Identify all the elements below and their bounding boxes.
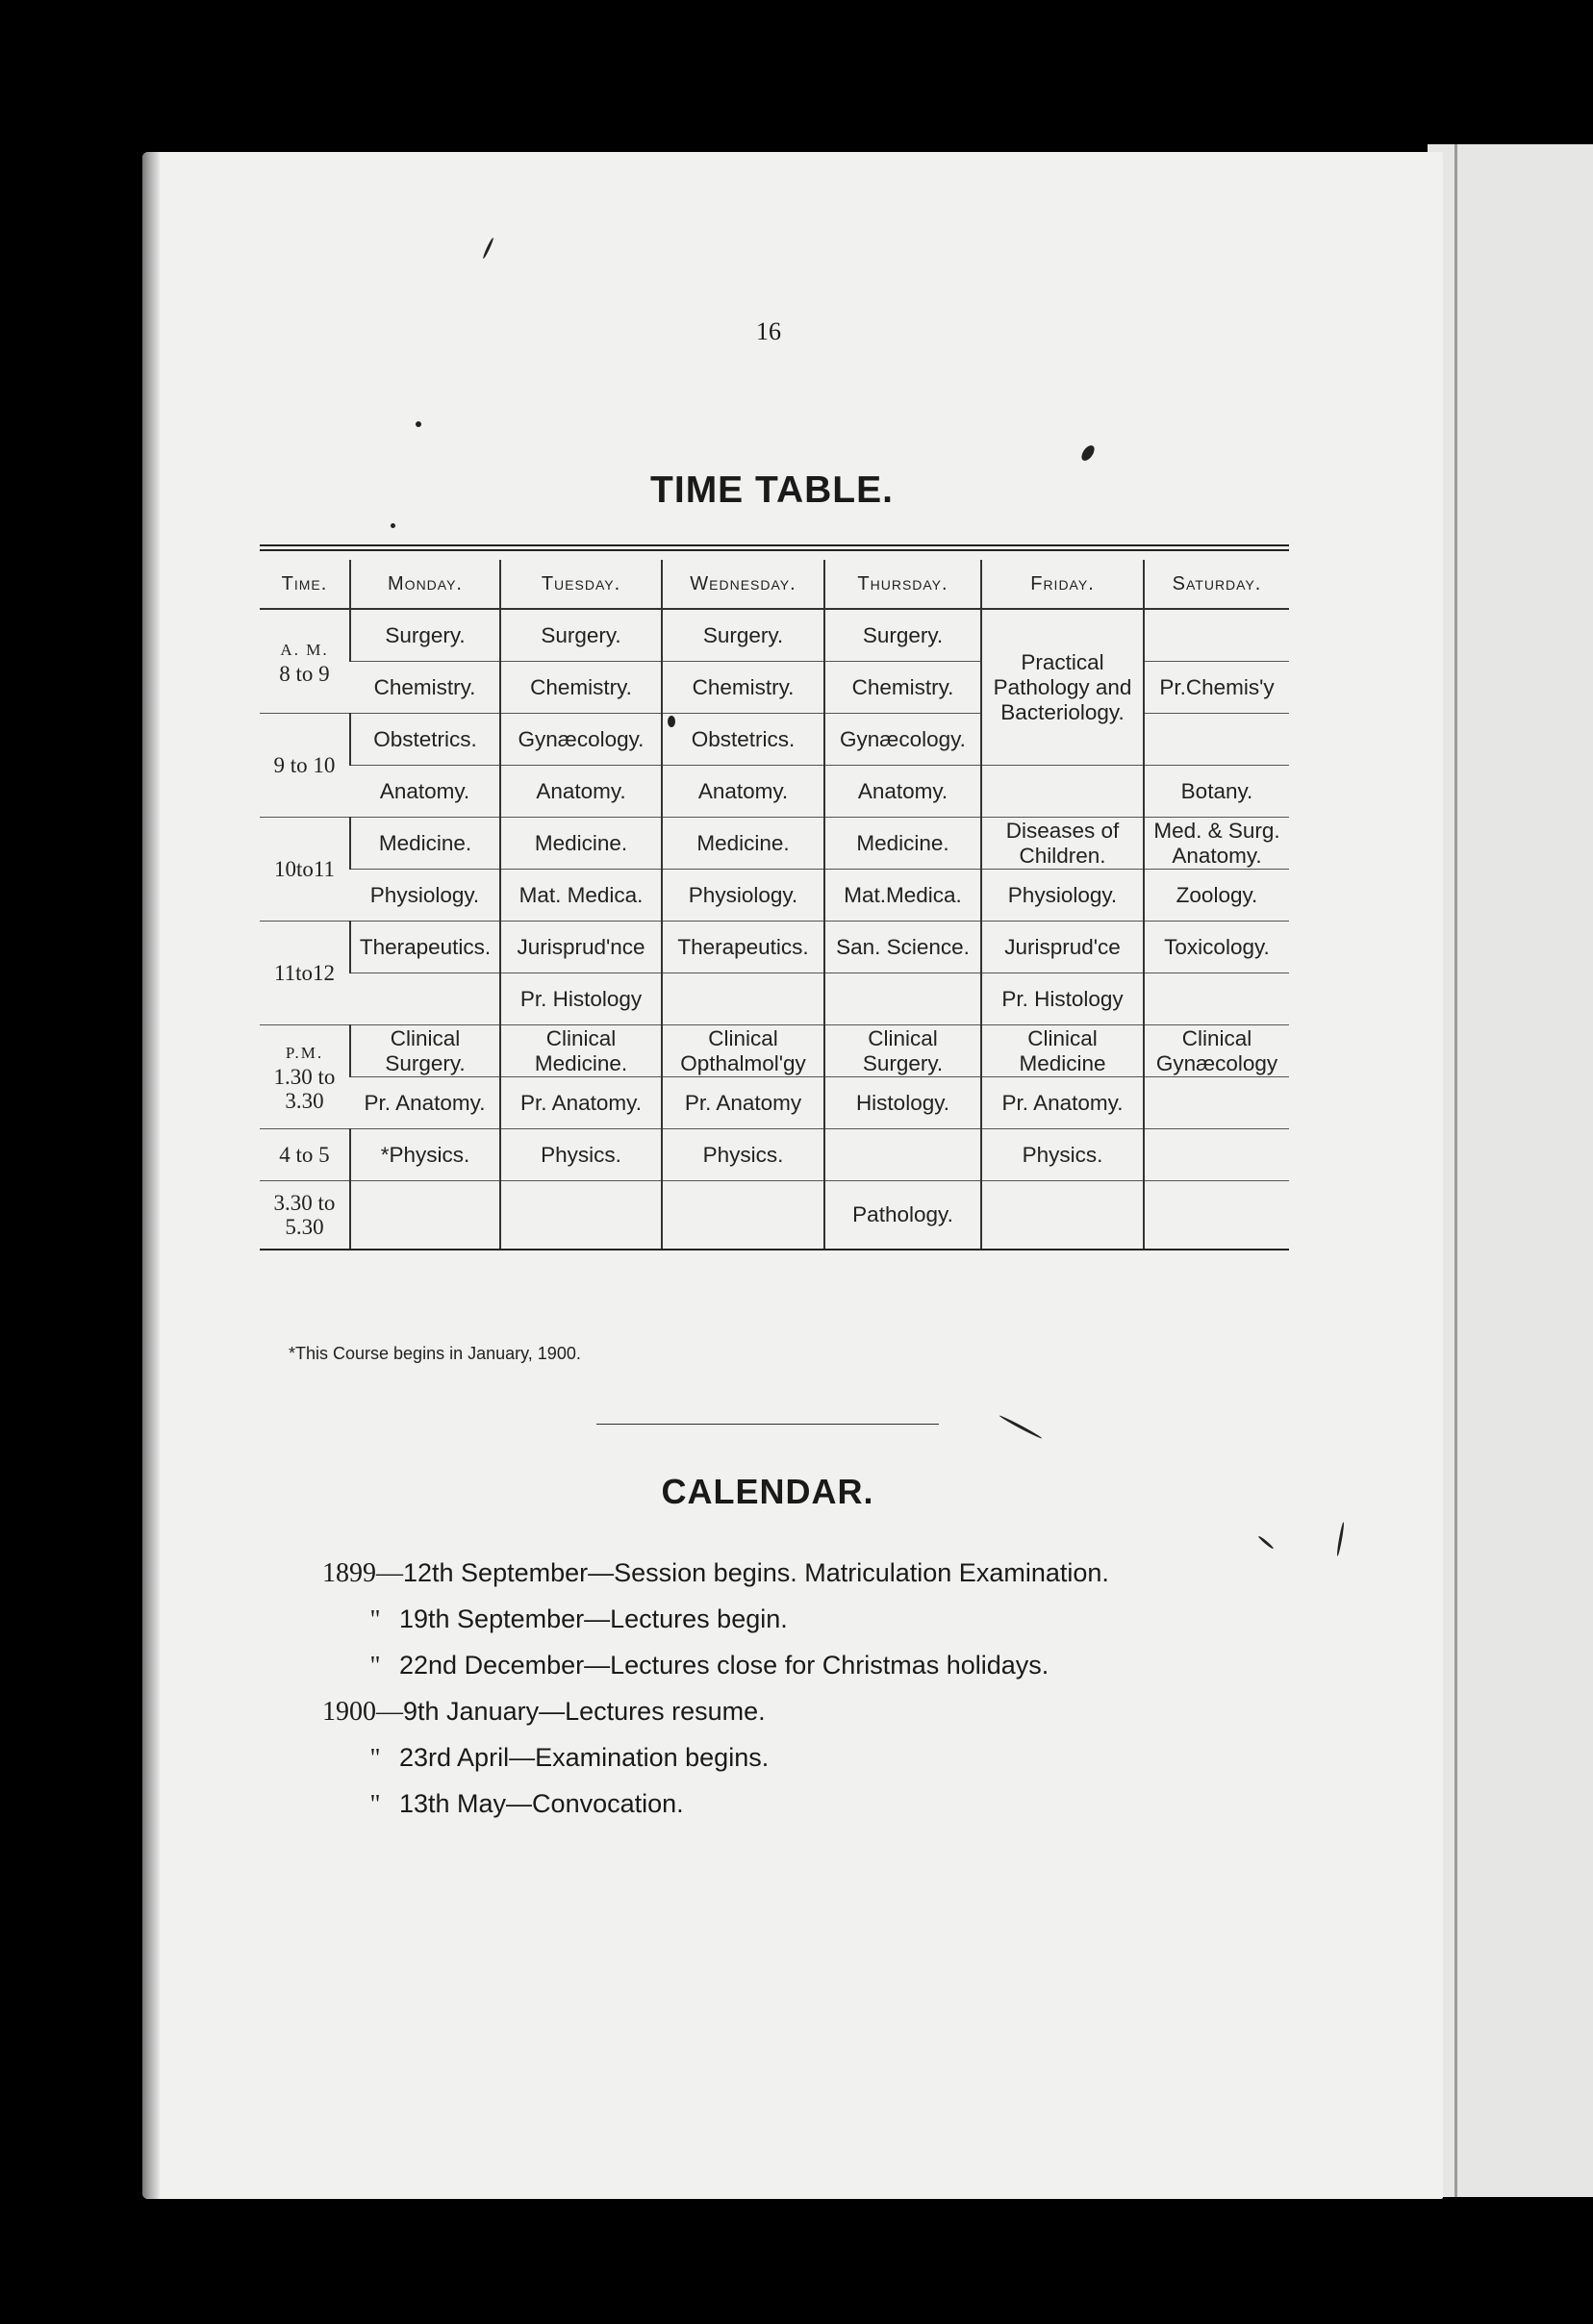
table-cell: Anatomy.: [500, 766, 662, 818]
calendar-entry-text: 22nd December—Lectures close for Christmas holidays.: [399, 1651, 1049, 1680]
table-cell: San. Science.: [824, 922, 981, 973]
table-cell: Practical Pathology and Bacteriology.: [981, 609, 1144, 766]
table-cell: Pr. Anatomy.: [981, 1077, 1144, 1129]
am-label: A. M.: [280, 640, 329, 659]
table-cell: Medicine.: [350, 818, 500, 870]
table-cell: [662, 973, 824, 1025]
calendar-entry: [322, 1743, 1284, 1789]
table-cell: Surgery.: [500, 609, 662, 662]
table-cell: Medicine.: [662, 818, 824, 870]
table-row: [260, 766, 1289, 818]
calendar-entry-prefix: ": [369, 1789, 381, 1818]
table-cell: [1144, 1129, 1289, 1181]
table-cell: Clinical Gynæcology: [1144, 1025, 1289, 1077]
table-cell: [1144, 973, 1289, 1025]
timetable-top-rule: [260, 544, 1289, 551]
table-cell: Gynæcology.: [500, 714, 662, 766]
table-cell: Medicine.: [500, 818, 662, 870]
calendar-entry: [322, 1604, 1284, 1651]
table-cell: Jurisprud'ce: [981, 922, 1144, 973]
table-cell: [1144, 1077, 1289, 1129]
calendar-entry-prefix: ": [369, 1604, 381, 1633]
table-cell: [1144, 609, 1289, 662]
table-row: [260, 922, 1289, 973]
table-cell: Med. & Surg. Anatomy.: [1144, 818, 1289, 870]
table-cell: Pr. Anatomy.: [500, 1077, 662, 1129]
time-cell-8-9: [260, 609, 350, 714]
time-cell-10-11: 10to11: [260, 818, 350, 922]
table-cell: [350, 973, 500, 1025]
calendar-entry: [322, 1789, 1284, 1835]
table-cell: Physics.: [500, 1129, 662, 1181]
calendar-entry-text: 23rd April—Examination begins.: [399, 1743, 770, 1772]
table-cell: Physiology.: [981, 870, 1144, 922]
table-cell: Anatomy.: [350, 766, 500, 818]
table-cell: Botany.: [1144, 766, 1289, 818]
table-row: [260, 1025, 1289, 1077]
table-cell: [500, 1181, 662, 1250]
table-cell: Toxicology.: [1144, 922, 1289, 973]
header-time: Time.: [260, 560, 350, 609]
timetable: [260, 560, 1289, 1250]
table-cell: Anatomy.: [824, 766, 981, 818]
time-cell-4-5: 4 to 5: [260, 1129, 350, 1181]
table-cell: Mat.Medica.: [824, 870, 981, 922]
table-cell: Histology.: [824, 1077, 981, 1129]
timetable-title: TIME TABLE.: [650, 469, 894, 511]
time-label: 8 to 9: [279, 661, 330, 686]
page-number: 16: [756, 317, 781, 345]
table-cell: Clinical Surgery.: [824, 1025, 981, 1077]
scan-speck: [668, 716, 675, 727]
section-divider: [596, 1424, 939, 1425]
table-cell: Physiology.: [350, 870, 500, 922]
table-cell: Surgery.: [824, 609, 981, 662]
table-cell: Physics.: [981, 1129, 1144, 1181]
table-cell: Gynæcology.: [824, 714, 981, 766]
facing-page: [1428, 144, 1593, 2197]
table-cell: [981, 766, 1144, 818]
calendar-entry: [322, 1697, 1284, 1743]
calendar-entry: [322, 1651, 1284, 1697]
time-cell-9-10: 9 to 10: [260, 714, 350, 818]
calendar-entry-text: 12th September—Session begins. Matriculation Examination.: [403, 1558, 1109, 1587]
scan-speck: [391, 523, 395, 528]
table-cell: Zoology.: [1144, 870, 1289, 922]
table-cell: [1144, 1181, 1289, 1250]
table-cell: [824, 973, 981, 1025]
table-cell: Medicine.: [824, 818, 981, 870]
table-cell: Jurisprud'nce: [500, 922, 662, 973]
calendar-entry-prefix: 1899—: [322, 1558, 403, 1588]
table-cell: Therapeutics.: [350, 922, 500, 973]
spine-shadow: [142, 152, 160, 2199]
table-cell: Pathology.: [824, 1181, 981, 1250]
calendar-entry-text: 9th January—Lectures resume.: [403, 1697, 766, 1726]
table-cell: Clinical Medicine: [981, 1025, 1144, 1077]
time-cell-11-12: 11to12: [260, 922, 350, 1025]
table-cell: Obstetrics.: [350, 714, 500, 766]
calendar-entry-prefix: ": [369, 1743, 381, 1772]
table-cell: Physics.: [662, 1129, 824, 1181]
table-cell: Physiology.: [662, 870, 824, 922]
table-row: [260, 1077, 1289, 1129]
table-row: [260, 870, 1289, 922]
table-row: [260, 609, 1289, 662]
header-wednesday: Wednesday.: [662, 560, 824, 609]
header-saturday: Saturday.: [1144, 560, 1289, 609]
table-cell: Pr. Histology: [981, 973, 1144, 1025]
time-cell-130-330: [260, 1025, 350, 1129]
table-cell: *Physics.: [350, 1129, 500, 1181]
timetable-footnote: *This Course begins in January, 1900.: [289, 1344, 581, 1363]
table-cell: [824, 1129, 981, 1181]
table-cell: Clinical Surgery.: [350, 1025, 500, 1077]
timetable-header-row: [260, 560, 1289, 609]
table-cell: Chemistry.: [350, 662, 500, 714]
scan-speck: [416, 421, 421, 427]
facing-page-edge: [1454, 144, 1457, 2197]
header-tuesday: Tuesday.: [500, 560, 662, 609]
pm-label: P.M.: [285, 1044, 324, 1062]
table-cell: Surgery.: [350, 609, 500, 662]
table-cell: Surgery.: [662, 609, 824, 662]
header-monday: Monday.: [350, 560, 500, 609]
table-cell: Obstetrics.: [662, 714, 824, 766]
table-cell: Pr. Anatomy: [662, 1077, 824, 1129]
calendar-entry: [322, 1558, 1284, 1604]
table-row: [260, 1181, 1289, 1250]
table-row: [260, 973, 1289, 1025]
calendar-entry-prefix: ": [369, 1651, 381, 1680]
table-cell: Therapeutics.: [662, 922, 824, 973]
table-cell: Pr. Histology: [500, 973, 662, 1025]
calendar-list: [322, 1558, 1284, 1835]
table-cell: Clinical Medicine.: [500, 1025, 662, 1077]
calendar-entry-text: 19th September—Lectures begin.: [399, 1604, 788, 1633]
table-row: [260, 818, 1289, 870]
table-cell: Pr.Chemis'y: [1144, 662, 1289, 714]
table-cell: [1144, 714, 1289, 766]
header-thursday: Thursday.: [824, 560, 981, 609]
table-cell: Chemistry.: [662, 662, 824, 714]
table-cell: Mat. Medica.: [500, 870, 662, 922]
header-friday: Friday.: [981, 560, 1144, 609]
table-cell: [981, 1181, 1144, 1250]
calendar-entry-prefix: 1900—: [322, 1697, 403, 1727]
time-cell-330-530: 3.30 to 5.30: [260, 1181, 350, 1250]
table-cell: Pr. Anatomy.: [350, 1077, 500, 1129]
time-label: 1.30 to 3.30: [273, 1065, 336, 1113]
calendar-entry-text: 13th May—Convocation.: [399, 1789, 684, 1818]
table-row: [260, 1129, 1289, 1181]
table-cell: Clinical Opthalmol'gy: [662, 1025, 824, 1077]
calendar-title: CALENDAR.: [661, 1472, 874, 1511]
table-cell: Chemistry.: [500, 662, 662, 714]
table-cell: [662, 1181, 824, 1250]
table-cell: Chemistry.: [824, 662, 981, 714]
table-cell: Anatomy.: [662, 766, 824, 818]
table-cell: [350, 1181, 500, 1250]
table-cell: Diseases of Children.: [981, 818, 1144, 870]
